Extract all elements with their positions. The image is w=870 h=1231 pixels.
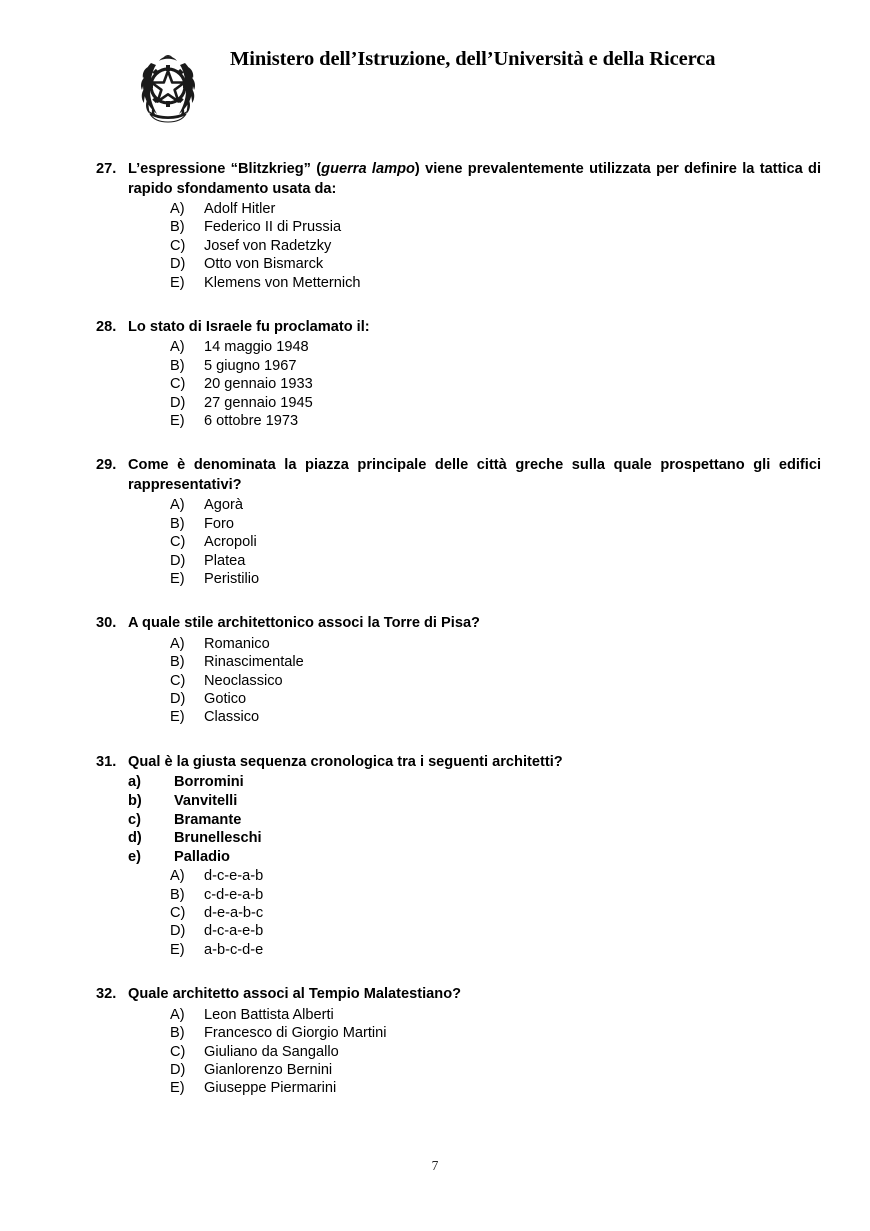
option-row[interactable]	[96, 552, 821, 570]
option-text: Platea	[204, 552, 246, 569]
option-label: B)	[170, 219, 185, 236]
option-label: C)	[170, 672, 186, 689]
option-text: Neoclassico	[204, 672, 283, 689]
option-row[interactable]	[96, 886, 821, 904]
option-label: E)	[170, 941, 185, 958]
option-row[interactable]	[96, 357, 821, 375]
option-label: A)	[170, 1006, 185, 1023]
option-label: A)	[170, 497, 185, 514]
option-text: Foro	[204, 515, 235, 532]
options-list	[96, 200, 821, 292]
ministry-title: Ministero dell’Istruzione, dell’Università e della Ricerca	[230, 48, 716, 70]
option-label: E)	[170, 274, 185, 291]
question-statement	[96, 753, 821, 773]
subitem-row	[96, 829, 821, 848]
options-list	[96, 338, 821, 430]
option-label: D)	[170, 552, 186, 569]
option-row[interactable]	[96, 904, 821, 922]
option-label: E)	[170, 413, 185, 430]
page-number: 7	[431, 1158, 439, 1173]
question-subitems-list	[96, 773, 821, 866]
option-text: Francesco di Giorgio Martini	[204, 1025, 387, 1042]
question-statement	[96, 456, 821, 495]
option-row[interactable]	[96, 274, 821, 292]
option-text: d-e-a-b-c	[204, 905, 264, 922]
option-text: Adolf Hitler	[204, 201, 276, 217]
questions-container	[96, 160, 821, 1098]
option-label: C)	[170, 534, 186, 551]
question-statement	[96, 318, 821, 338]
option-text: d-c-a-e-b	[204, 923, 264, 940]
option-row[interactable]	[96, 533, 821, 551]
option-text: Giuseppe Piermarini	[204, 1080, 337, 1097]
option-row[interactable]	[96, 672, 821, 690]
subitem-row	[96, 811, 821, 830]
document-header	[0, 0, 870, 140]
option-label: B)	[170, 357, 185, 374]
option-label: A)	[170, 339, 185, 356]
option-label: A)	[170, 868, 185, 885]
option-row[interactable]	[96, 1043, 821, 1061]
subitem-row	[96, 848, 821, 867]
option-row[interactable]	[96, 653, 821, 671]
subitem-text: Vanvitelli	[174, 792, 238, 809]
subitem-row	[96, 792, 821, 811]
question-block-31	[96, 753, 821, 959]
option-row[interactable]	[96, 338, 821, 356]
option-text: Peristilio	[204, 570, 260, 587]
option-label: E)	[170, 1080, 185, 1097]
option-text: Giuliano da Sangallo	[204, 1043, 339, 1060]
question-text	[128, 161, 821, 197]
options-list	[96, 496, 821, 588]
option-text: 27 gennaio 1945	[204, 394, 313, 411]
subitem-text: Brunelleschi	[174, 830, 262, 847]
subitem-label: a)	[128, 774, 141, 791]
option-label: C)	[170, 1043, 186, 1060]
option-label: A)	[170, 201, 185, 217]
option-row[interactable]	[96, 496, 821, 514]
option-text: d-c-e-a-b	[204, 868, 264, 885]
option-row[interactable]	[96, 690, 821, 708]
question-block-28	[96, 318, 821, 430]
question-number: 32.	[96, 986, 117, 1003]
option-row[interactable]	[96, 708, 821, 726]
option-row[interactable]	[96, 412, 821, 430]
option-label: D)	[170, 256, 186, 273]
option-row[interactable]	[96, 867, 821, 885]
option-label: B)	[170, 1025, 185, 1042]
option-text: Klemens von Metternich	[204, 274, 361, 291]
option-label: B)	[170, 515, 185, 532]
option-row[interactable]	[96, 570, 821, 588]
option-row[interactable]	[96, 200, 821, 218]
question-text: Come è denominata la piazza principale delle città greche sulla quale prospettano gli edifici rappresentativi?	[128, 457, 821, 493]
option-text: c-d-e-a-b	[204, 886, 264, 903]
subitem-label: c)	[128, 811, 141, 828]
option-row[interactable]	[96, 375, 821, 393]
option-text: 14 maggio 1948	[204, 339, 309, 356]
option-row[interactable]	[96, 635, 821, 653]
option-row[interactable]	[96, 515, 821, 533]
option-label: C)	[170, 905, 186, 922]
option-text: 20 gennaio 1933	[204, 376, 313, 393]
option-label: C)	[170, 237, 186, 254]
question-text: Qual è la giusta sequenza cronologica tra i seguenti architetti?	[128, 753, 563, 770]
option-label: B)	[170, 886, 185, 903]
subitem-text: Palladio	[174, 848, 230, 865]
option-text: 6 ottobre 1973	[204, 413, 299, 430]
option-text: 5 giugno 1967	[204, 357, 297, 374]
question-text: Lo stato di Israele fu proclamato il:	[128, 318, 370, 335]
option-row[interactable]	[96, 237, 821, 255]
subitem-label: e)	[128, 848, 141, 865]
option-row[interactable]	[96, 1006, 821, 1024]
options-list	[96, 635, 821, 727]
option-row[interactable]	[96, 394, 821, 412]
question-block-29	[96, 456, 821, 588]
question-block-32	[96, 985, 821, 1097]
option-text: Classico	[204, 709, 260, 726]
emblem-of-italy-icon	[139, 41, 197, 126]
option-label: D)	[170, 394, 186, 411]
option-text: Acropoli	[204, 534, 257, 551]
option-text: Otto von Bismarck	[204, 256, 324, 273]
question-statement	[96, 160, 821, 199]
option-text: Leon Battista Alberti	[204, 1006, 334, 1023]
subitem-label: b)	[128, 792, 142, 809]
option-label: B)	[170, 654, 185, 671]
subitem-text: Borromini	[174, 774, 244, 791]
question-text-part1: L’espressione “Blitzkrieg” (	[128, 161, 322, 177]
option-text: Josef von Radetzky	[204, 237, 332, 254]
option-label: D)	[170, 1061, 186, 1078]
question-number: 27.	[96, 161, 117, 177]
option-row[interactable]	[96, 941, 821, 959]
question-number: 28.	[96, 318, 117, 335]
document-footer	[0, 1157, 870, 1175]
question-text-italic: guerra lampo	[321, 161, 415, 177]
option-text: Romanico	[204, 635, 270, 652]
option-text: Gotico	[204, 691, 247, 708]
option-label: E)	[170, 570, 185, 587]
option-text: Agorà	[204, 497, 243, 514]
option-label: E)	[170, 709, 185, 726]
question-number: 31.	[96, 753, 117, 770]
question-text: A quale stile architettonico associ la Torre di Pisa?	[128, 615, 480, 632]
question-number: 29.	[96, 457, 117, 474]
option-label: C)	[170, 376, 186, 393]
question-text-part2: ) viene prevalentemente utilizzata per definire la tattica di rapido sfondamento usata da:	[128, 161, 821, 197]
question-number: 30.	[96, 615, 117, 632]
question-statement	[96, 985, 821, 1005]
option-row[interactable]	[96, 1079, 821, 1097]
option-text: Federico II di Prussia	[204, 219, 342, 236]
subitem-label: d)	[128, 830, 142, 847]
options-list	[96, 1006, 821, 1098]
option-row[interactable]	[96, 218, 821, 236]
subitem-row	[96, 773, 821, 792]
option-label: A)	[170, 635, 185, 652]
option-text: a-b-c-d-e	[204, 941, 264, 958]
option-row[interactable]	[96, 1061, 821, 1079]
option-text: Gianlorenzo Bernini	[204, 1061, 333, 1078]
question-statement	[96, 614, 821, 634]
question-block-27	[96, 160, 821, 292]
options-list	[96, 867, 821, 959]
option-label: D)	[170, 923, 186, 940]
option-row[interactable]	[96, 255, 821, 273]
question-text: Quale architetto associ al Tempio Malatestiano?	[128, 986, 462, 1003]
question-block-30	[96, 614, 821, 726]
option-label: D)	[170, 691, 186, 708]
option-row[interactable]	[96, 922, 821, 940]
option-text: Rinascimentale	[204, 654, 304, 671]
option-row[interactable]	[96, 1024, 821, 1042]
subitem-text: Bramante	[174, 811, 242, 828]
